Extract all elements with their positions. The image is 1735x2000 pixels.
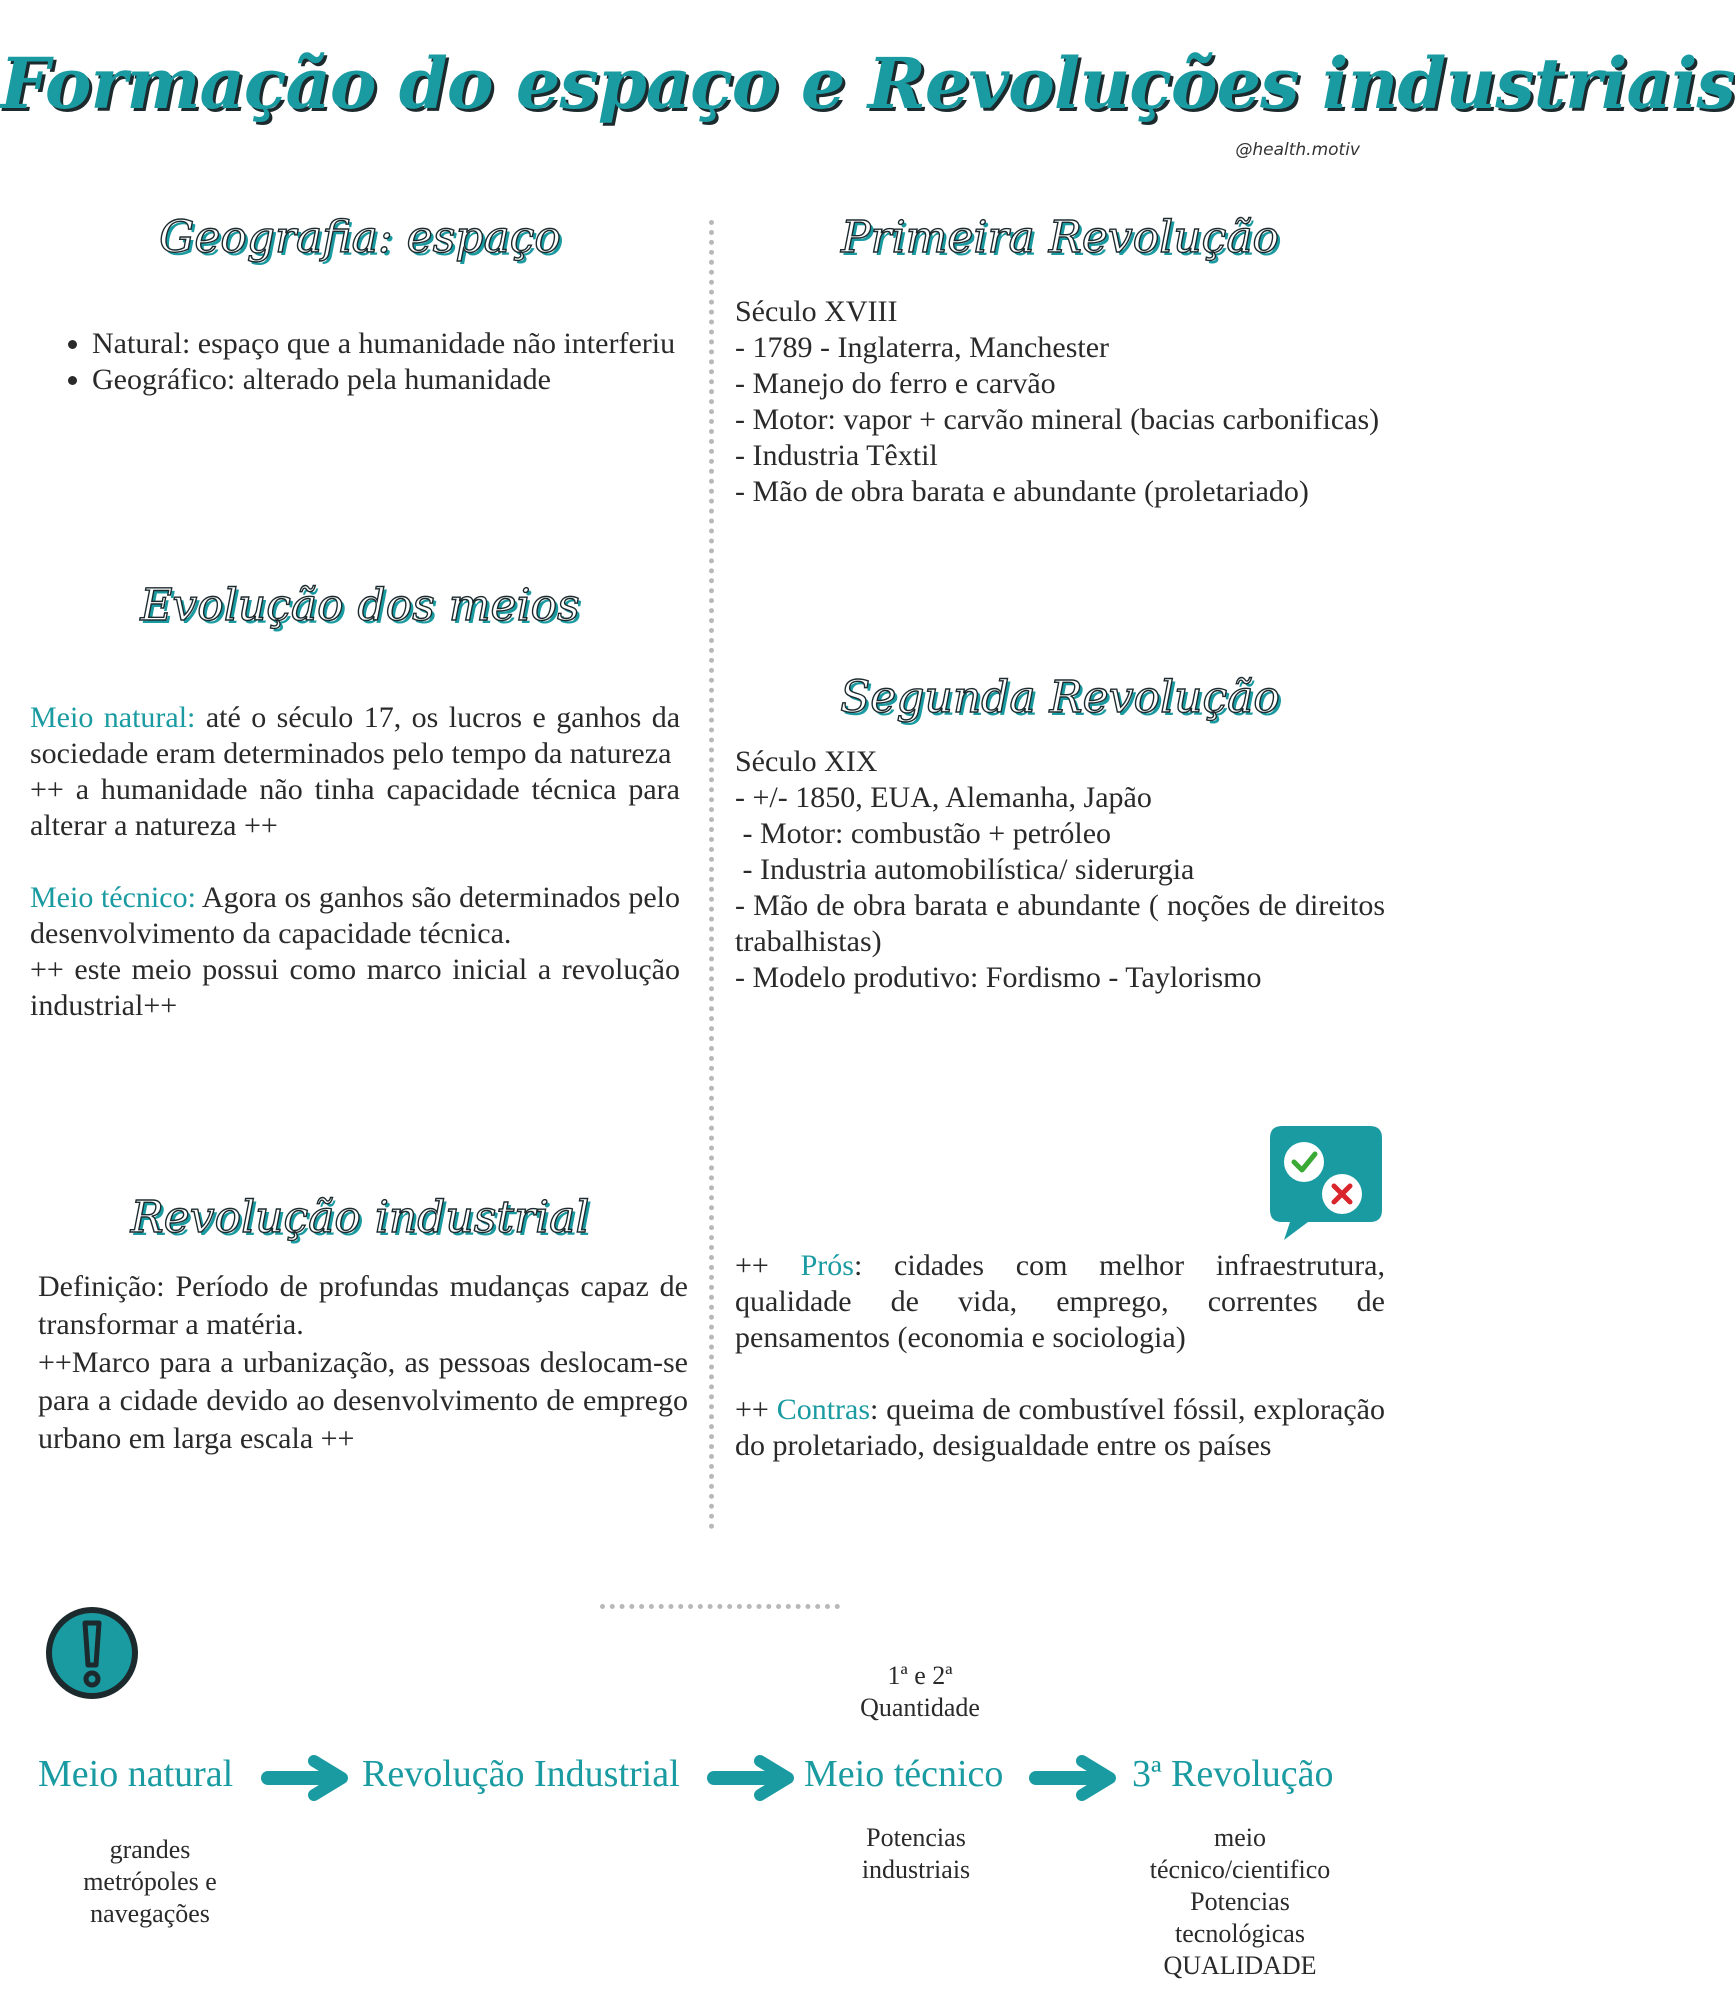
flow-step-meio-natural: Meio natural bbox=[38, 1753, 234, 1795]
warning-icon bbox=[44, 1605, 140, 1701]
check-cross-chat-icon bbox=[1268, 1124, 1384, 1242]
revolucao-industrial-heading: Revolução industrial bbox=[130, 1192, 590, 1243]
sub-line: industriais bbox=[861, 1855, 971, 1884]
segunda-revolucao-heading: Segunda Revolução bbox=[840, 672, 1280, 723]
meio-natural-note: ++ a humanidade não tinha capacidade técnica para alterar a natureza ++ bbox=[30, 773, 680, 842]
pros-text: : cidades com melhor infraestrutura, qualidade de vida, emprego, correntes de pensamentos (economia e sociologia) bbox=[735, 1249, 1385, 1354]
flow-step-terceira-revolucao: 3ª Revolução bbox=[1132, 1753, 1334, 1795]
pros-label: Prós bbox=[800, 1249, 854, 1282]
meio-natural-sub bbox=[40, 1834, 260, 1930]
meio-tecnico-label: Meio técnico: bbox=[30, 881, 196, 914]
marco-urbanizacao-text: ++Marco para a urbanização, as pessoas deslocam-se para a cidade devido ao desenvolvimento de emprego urbano em larga escala ++ bbox=[38, 1346, 688, 1455]
meio-tecnico-above bbox=[820, 1660, 1020, 1724]
primeira-line: - Motor: vapor + carvão mineral (bacias carbonificas) bbox=[735, 403, 1380, 436]
contras-prefix: ++ bbox=[735, 1393, 777, 1426]
meio-tecnico-text: Agora os ganhos são determinados pelo desenvolvimento da capacidade técnica. bbox=[30, 881, 680, 950]
segunda-line: - Modelo produtivo: Fordismo - Taylorismo bbox=[735, 961, 1262, 994]
list-item: • Natural: espaço que a humanidade não interferiu bbox=[92, 326, 710, 362]
segunda-line: - Industria automobilística/ siderurgia bbox=[735, 853, 1195, 886]
list-item: • Geográfico: alterado pela humanidade bbox=[92, 362, 710, 398]
sub-line: navegações bbox=[90, 1899, 210, 1928]
arrow-right-icon bbox=[1030, 1755, 1120, 1801]
above-line: Quantidade bbox=[860, 1693, 980, 1722]
primeira-revolucao-text bbox=[735, 294, 1385, 510]
revolucao-industrial-text bbox=[38, 1268, 688, 1458]
arrow-right-icon bbox=[708, 1755, 798, 1801]
sub-line: metrópoles e bbox=[83, 1867, 217, 1896]
sub-line: Potencias bbox=[1190, 1887, 1290, 1916]
geografia-heading: Geografia: espaço bbox=[159, 212, 561, 263]
terceira-revolucao-sub bbox=[1110, 1822, 1370, 1982]
sub-line: QUALIDADE bbox=[1163, 1951, 1317, 1980]
vertical-divider bbox=[709, 220, 714, 1530]
meio-tecnico-sub bbox=[816, 1822, 1016, 1886]
segunda-revolucao-text bbox=[735, 744, 1385, 996]
segunda-line: - Motor: combustão + petróleo bbox=[735, 817, 1112, 850]
pros-contras-text bbox=[735, 1248, 1385, 1464]
meio-tecnico-note: ++ este meio possui como marco inicial a revolução industrial++ bbox=[30, 953, 680, 1022]
page-title: Formação do espaço e Revoluções industriais bbox=[0, 42, 1735, 125]
sub-line: tecnológicas bbox=[1175, 1919, 1305, 1948]
definicao-text: Definição: Período de profundas mudanças capaz de transformar a matéria. bbox=[38, 1270, 688, 1341]
primeira-line: - Industria Têxtil bbox=[735, 439, 938, 472]
primeira-line: - 1789 - Inglaterra, Manchester bbox=[735, 331, 1110, 364]
primeira-revolucao-heading: Primeira Revolução bbox=[840, 212, 1280, 263]
geografia-list bbox=[30, 326, 710, 398]
horizontal-divider bbox=[600, 1604, 840, 1609]
sub-line: Potencias bbox=[866, 1823, 966, 1852]
segunda-line: - Mão de obra barata e abundante ( noções de direitos trabalhistas) bbox=[735, 889, 1385, 958]
sub-line: grandes bbox=[109, 1835, 191, 1864]
meio-natural-label: Meio natural: bbox=[30, 701, 196, 734]
primeira-line: - Manejo do ferro e carvão bbox=[735, 367, 1056, 400]
segunda-line: - +/- 1850, EUA, Alemanha, Japão bbox=[735, 781, 1152, 814]
sub-line: meio bbox=[1214, 1823, 1266, 1852]
arrow-right-icon bbox=[262, 1755, 352, 1801]
pros-prefix: ++ bbox=[735, 1249, 801, 1282]
segunda-line: Século XIX bbox=[735, 745, 878, 778]
flow-step-meio-tecnico: Meio técnico bbox=[804, 1753, 1004, 1795]
primeira-line: Século XVIII bbox=[735, 295, 898, 328]
above-line: 1ª e 2ª bbox=[887, 1661, 953, 1690]
contras-text: : queima de combustível fóssil, exploração do proletariado, desigualdade entre os países bbox=[735, 1393, 1385, 1462]
contras-label: Contras bbox=[776, 1393, 871, 1426]
primeira-line: - Mão de obra barata e abundante (proletariado) bbox=[735, 475, 1309, 508]
credit-handle: @health.motiv bbox=[1235, 140, 1360, 160]
sub-line: técnico/cientifico bbox=[1149, 1855, 1331, 1884]
flow-step-revolucao-industrial: Revolução Industrial bbox=[362, 1753, 680, 1795]
evolucao-heading: Evolução dos meios bbox=[140, 580, 580, 631]
evolucao-text bbox=[30, 700, 680, 1024]
meio-natural-text: até o século 17, os lucros e ganhos da sociedade eram determinados pelo tempo da natureza bbox=[30, 701, 681, 770]
